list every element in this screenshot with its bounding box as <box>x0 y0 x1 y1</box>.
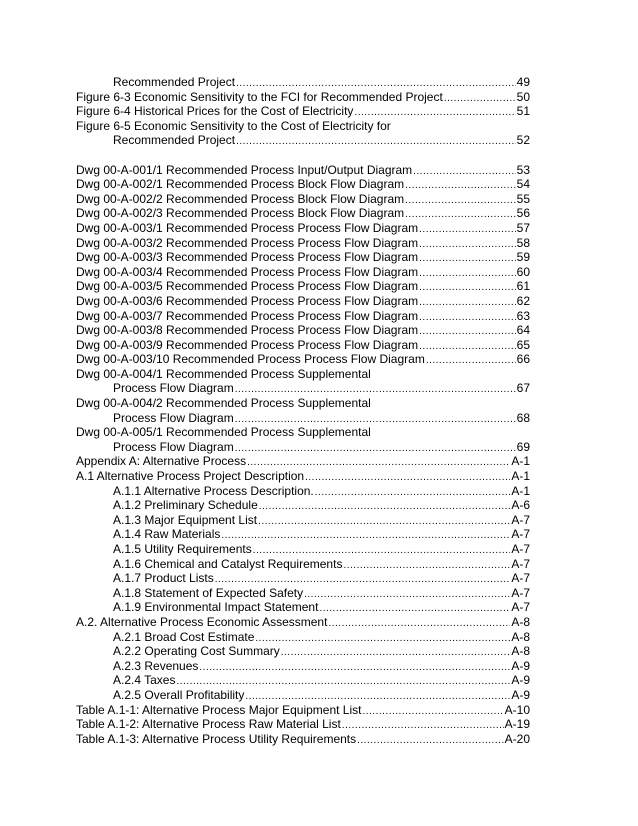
toc-entry-title: Process Flow Diagram <box>113 410 234 425</box>
toc-entry[interactable] <box>76 542 530 557</box>
toc-entry[interactable] <box>76 673 530 688</box>
toc-entry-title: A.1.9 Environmental Impact Statement <box>113 600 319 615</box>
toc-entry[interactable] <box>76 148 530 177</box>
toc-entry[interactable] <box>76 454 530 469</box>
toc-entry[interactable] <box>76 732 530 747</box>
toc-entry-page-number: A-8 <box>511 629 530 644</box>
toc-entry-title: A.2.2 Operating Cost Summary <box>113 644 280 659</box>
toc-entry-title: Dwg 00-A-003/3 Recommended Process Process Flow Diagram <box>76 250 419 265</box>
toc-entry[interactable] <box>76 659 530 674</box>
toc-entry-page-number: A-7 <box>511 512 530 527</box>
toc-entry-page-number: A-1 <box>511 454 530 469</box>
toc-entry-page-number: A-1 <box>511 469 530 484</box>
toc-entry-page-number: 60 <box>516 264 530 279</box>
toc-entry-title: Dwg 00-A-002/1 Recommended Process Block Flow Diagram <box>76 177 405 192</box>
toc-entry[interactable] <box>76 279 530 294</box>
toc-entry-title: Dwg 00-A-004/2 Recommended Process Supplemental <box>76 396 371 411</box>
toc-entry-title: Table A.1-2: Alternative Process Raw Material List <box>76 717 341 732</box>
toc-entry-page-number: 63 <box>516 308 530 323</box>
toc-entry[interactable] <box>76 425 530 440</box>
toc-entry[interactable] <box>76 177 530 192</box>
toc-entry[interactable] <box>76 396 530 411</box>
toc-entry[interactable] <box>76 250 530 265</box>
toc-entry-title: Table A.1-1: Alternative Process Major Equipment List <box>76 702 362 717</box>
toc-entry-title: A.1.1 Alternative Process Description. <box>113 483 314 498</box>
toc-entry[interactable] <box>76 367 530 382</box>
toc-entry[interactable] <box>76 90 530 105</box>
toc-entry-page-number: 69 <box>516 439 530 454</box>
toc-entry-title: A.2.4 Taxes <box>113 673 176 688</box>
toc-entry-title: Figure 6-5 Economic Sensitivity to the Cost of Electricity for <box>76 118 391 133</box>
toc-entry-page-number: A-7 <box>511 542 530 556</box>
toc-entry-page-number: A-1 <box>511 483 530 498</box>
toc-entry[interactable] <box>76 294 530 309</box>
toc-entry-title: Dwg 00-A-004/1 Recommended Process Supplemental <box>76 366 371 381</box>
toc-entry[interactable] <box>76 236 530 251</box>
toc-entry-page-number: 61 <box>516 279 530 294</box>
toc-entry-title: Figure 6-4 Historical Prices for the Cost of Electricity <box>76 104 354 119</box>
toc-entry-title: Dwg 00-A-003/10 Recommended Process Process Flow Diagram <box>76 352 425 367</box>
toc-entry-title: A.2.5 Overall Profitability <box>113 687 245 702</box>
toc-entry[interactable] <box>76 206 530 221</box>
toc-entry-page-number: 53 <box>516 162 530 177</box>
toc-entry[interactable] <box>76 513 530 528</box>
toc-entry-page-number: A-7 <box>511 527 530 542</box>
toc-entry-title: Appendix A: Alternative Process <box>76 454 247 469</box>
toc-entry[interactable] <box>76 323 530 338</box>
toc-entry-page-number: 54 <box>516 177 530 192</box>
toc-entry-page-number: A-7 <box>511 571 530 586</box>
toc-entry-title: Table A.1-3: Alternative Process Utility Requirements <box>76 731 357 746</box>
toc-entry[interactable] <box>76 586 530 601</box>
table-of-contents <box>76 75 530 746</box>
toc-entry[interactable] <box>76 600 530 615</box>
toc-entry-page-number: 56 <box>516 206 530 221</box>
toc-entry[interactable] <box>76 104 530 119</box>
toc-entry-title: Dwg 00-A-003/8 Recommended Process Process Flow Diagram <box>76 323 419 338</box>
toc-entry[interactable] <box>76 630 530 645</box>
toc-entry-title: Dwg 00-A-003/7 Recommended Process Process Flow Diagram <box>76 308 419 323</box>
toc-entry-page-number: A-6 <box>511 498 530 513</box>
toc-entry-page-number: 59 <box>516 250 530 265</box>
toc-entry[interactable] <box>76 440 530 455</box>
toc-entry-page-number: A-20 <box>504 731 530 746</box>
toc-entry-page-number: A-7 <box>511 585 530 600</box>
toc-entry-page-number: 50 <box>516 89 530 104</box>
toc-entry-title: Recommended Project <box>113 75 236 89</box>
toc-entry-page-number: A-9 <box>511 687 530 702</box>
toc-entry[interactable] <box>76 133 530 148</box>
toc-entry-page-number: 58 <box>516 235 530 250</box>
toc-entry-title: Figure 6-3 Economic Sensitivity to the FCI for Recommended Project <box>76 89 443 104</box>
toc-entry-title: A.2.3 Revenues <box>113 658 199 673</box>
toc-entry-title: Dwg 00-A-003/4 Recommended Process Process Flow Diagram <box>76 264 419 279</box>
toc-entry-title: A.1.5 Utility Requirements <box>113 542 252 556</box>
toc-entry[interactable] <box>76 119 530 134</box>
toc-entry-title: A.1.7 Product Lists <box>113 571 214 586</box>
toc-entry[interactable] <box>76 557 530 572</box>
toc-entry[interactable] <box>76 192 530 207</box>
toc-entry-title: Dwg 00-A-003/2 Recommended Process Process Flow Diagram <box>76 235 419 250</box>
toc-entry-title: A.1 Alternative Process Project Description <box>76 469 305 484</box>
toc-entry-title: A.2.1 Broad Cost Estimate <box>113 629 255 644</box>
toc-entry-page-number: 67 <box>516 381 530 396</box>
toc-entry[interactable] <box>76 484 530 499</box>
toc-entry[interactable] <box>76 703 530 718</box>
toc-entry-title: Dwg 00-A-003/6 Recommended Process Process Flow Diagram <box>76 293 419 308</box>
toc-entry[interactable] <box>76 615 530 630</box>
toc-entry-title: Dwg 00-A-001/1 Recommended Process Input/Output Diagram <box>76 162 413 177</box>
dot-leader <box>357 734 504 749</box>
toc-entry-page-number: 64 <box>516 323 530 338</box>
toc-entry-page-number: 51 <box>516 104 530 119</box>
toc-entry[interactable] <box>76 221 530 236</box>
toc-entry-title: Dwg 00-A-003/1 Recommended Process Process Flow Diagram <box>76 220 419 235</box>
toc-entry[interactable] <box>76 265 530 280</box>
toc-entry-page-number: A-7 <box>511 556 530 571</box>
toc-entry-page-number: A-8 <box>511 644 530 659</box>
toc-entry[interactable] <box>76 498 530 513</box>
toc-entry-page-number: A-8 <box>511 614 530 629</box>
toc-entry-page-number: 57 <box>516 220 530 235</box>
toc-entry-page-number: 55 <box>516 191 530 206</box>
toc-entry[interactable] <box>76 75 530 90</box>
toc-entry-page-number: 66 <box>516 352 530 367</box>
toc-entry[interactable] <box>76 309 530 324</box>
toc-entry-title: A.2. Alternative Process Economic Assessment <box>76 614 328 629</box>
toc-entry[interactable] <box>76 381 530 396</box>
toc-entry-title: A.1.6 Chemical and Catalyst Requirements <box>113 556 343 571</box>
toc-entry[interactable] <box>76 469 530 484</box>
toc-entry-title: A.1.2 Preliminary Schedule <box>113 498 258 513</box>
toc-entry[interactable] <box>76 644 530 659</box>
toc-entry-title: Dwg 00-A-002/2 Recommended Process Block Flow Diagram <box>76 191 405 206</box>
toc-entry-title: Dwg 00-A-003/5 Recommended Process Process Flow Diagram <box>76 279 419 294</box>
toc-entry-page-number: 49 <box>516 75 530 89</box>
toc-entry[interactable] <box>76 352 530 367</box>
toc-entry-title: A.1.4 Raw Materials <box>113 527 221 542</box>
toc-entry-title: Dwg 00-A-005/1 Recommended Process Supplemental <box>76 425 371 440</box>
toc-entry[interactable] <box>76 717 530 732</box>
toc-entry-title: Recommended Project <box>113 133 236 148</box>
toc-entry-page-number: A-9 <box>511 658 530 673</box>
toc-entry-page-number: A-9 <box>511 673 530 688</box>
toc-entry-page-number: 62 <box>516 293 530 308</box>
toc-entry-page-number: A-10 <box>504 702 530 717</box>
toc-entry-title: A.1.8 Statement of Expected Safety <box>113 585 304 600</box>
toc-entry-page-number: A-19 <box>504 717 530 732</box>
toc-entry-page-number: 52 <box>516 133 530 148</box>
toc-entry-title: Process Flow Diagram <box>113 381 234 396</box>
toc-entry[interactable] <box>76 688 530 703</box>
toc-entry[interactable] <box>76 571 530 586</box>
toc-entry[interactable] <box>76 338 530 353</box>
toc-entry-title: Dwg 00-A-002/3 Recommended Process Block Flow Diagram <box>76 206 405 221</box>
toc-entry-title: A.1.3 Major Equipment List <box>113 512 258 527</box>
toc-entry[interactable] <box>76 411 530 426</box>
toc-entry-page-number: 68 <box>516 410 530 425</box>
toc-entry-title: Process Flow Diagram <box>113 439 234 454</box>
toc-entry-title: Dwg 00-A-003/9 Recommended Process Process Flow Diagram <box>76 337 419 352</box>
toc-entry-page-number: A-7 <box>511 600 530 615</box>
toc-entry-page-number: 65 <box>516 337 530 352</box>
toc-entry[interactable] <box>76 527 530 542</box>
